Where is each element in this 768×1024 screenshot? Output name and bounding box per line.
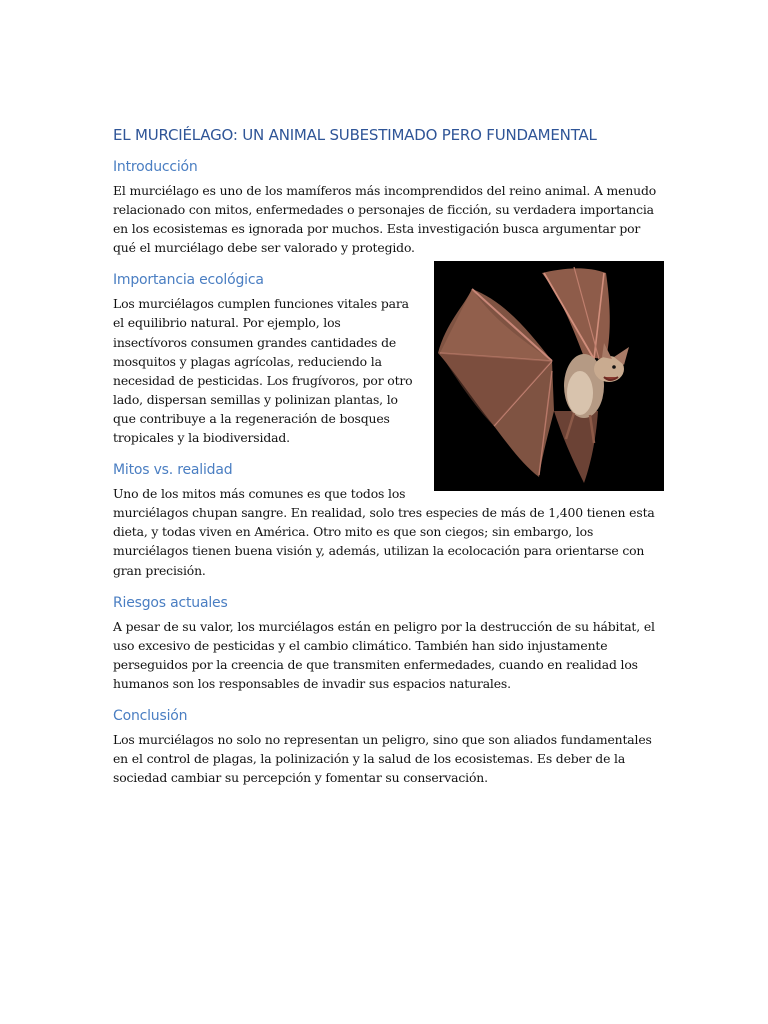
heading-riesgos-actuales: Riesgos actuales (113, 594, 228, 611)
document-title: EL MURCIÉLAGO: UN ANIMAL SUBESTIMADO PERO FUNDAMENTAL (113, 126, 597, 144)
paragraph-mitos-vs-realidad: Uno de los mitos más comunes es que todos los murciélagos chupan sangre. En realidad, solo tres especies de más de 1,400 tienen esta dieta, y todas viven en América. Otro mito es que son ciegos; sin embargo, los murciélagos tienen buena visión y, además, utilizan la ecolocación para orientarse con gran precisión. (113, 486, 655, 578)
heading-mitos-vs-realidad: Mitos vs. realidad (113, 462, 233, 479)
heading-importancia-ecologica: Importancia ecológica (113, 272, 264, 289)
heading-conclusion: Conclusión (113, 707, 188, 724)
paragraph-conclusion: Los murciélagos no solo no representan un peligro, sino que son aliados fundamentales en el control de plagas, la polinización y la salud de los ecosistemas. Es deber de la sociedad cambiar su percepción y fomentar su conservación. (113, 731, 652, 786)
bat-photo (434, 261, 664, 491)
document-content (113, 124, 663, 801)
heading-introduccion: Introducción (113, 159, 198, 175)
paragraph-introduccion: El murciélago es uno de los mamíferos más incomprendidos del reino animal. A menudo relacionado con mitos, enfermedades o personajes de ficción, su verdadera importancia en los ecosistemas es ignorada por muchos. Esta investigación busca argumentar por qué el murciélago debe ser valorado y protegido. (113, 183, 657, 256)
paragraph-riesgos-actuales: A pesar de su valor, los murciélagos están en peligro por la destrucción de su hábitat, el uso excesivo de pesticidas y el cambio climático. También han sido injustamente perseguidos por la creencia de que transmiten enfermedades, cuando en realidad los humanos son los responsables de invadir sus espacios naturales. (113, 618, 655, 691)
paragraph-importancia-ecologica: Los murciélagos cumplen funciones vitales para el equilibrio natural. Por ejemplo, los insectívoros consumen grandes cantidades de mosquitos y plagas agrícolas, reduciendo la necesidad de pesticidas. Los frugívoros, por otro lado, dispersan semillas y polinizan plantas, lo que contribuye a la regeneración de bosques tropicales y la biodiversidad. (113, 296, 413, 446)
bat-illustration (434, 261, 664, 491)
